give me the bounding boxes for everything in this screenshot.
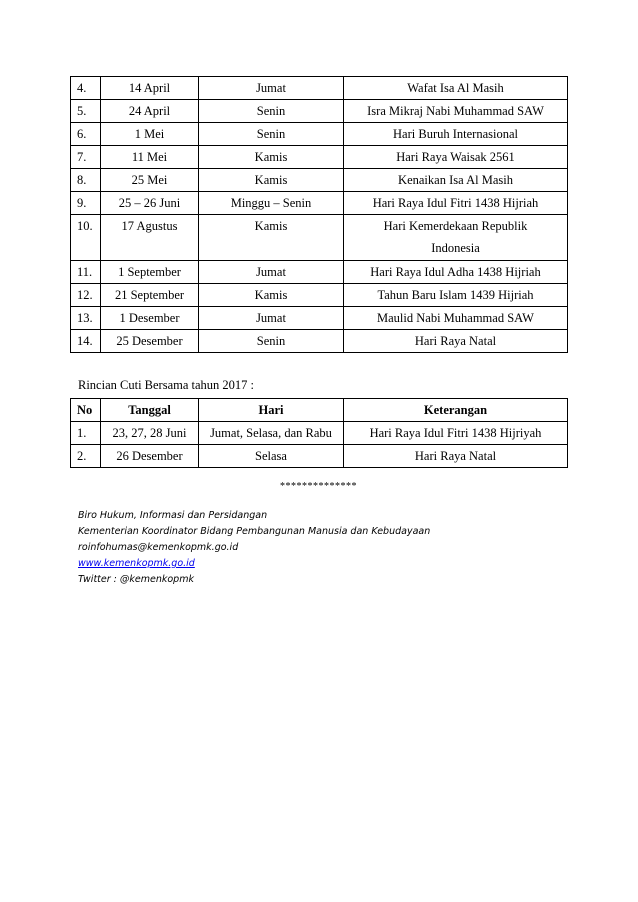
row-day: Kamis	[199, 215, 344, 261]
row-number: 13.	[71, 307, 101, 330]
row-date: 1 September	[101, 261, 199, 284]
row-date: 24 April	[101, 100, 199, 123]
row-day: Senin	[199, 123, 344, 146]
row-date: 26 Desember	[101, 445, 199, 468]
row-description: Hari Buruh Internasional	[344, 123, 568, 146]
row-date: 14 April	[101, 77, 199, 100]
row-date: 1 Desember	[101, 307, 199, 330]
row-description-line1: Hari Kemerdekaan Republik	[383, 219, 528, 233]
table-row	[71, 77, 568, 100]
table-row	[71, 123, 568, 146]
row-description: Hari Raya Natal	[344, 445, 568, 468]
row-day: Selasa	[199, 445, 344, 468]
row-day: Minggu – Senin	[199, 192, 344, 215]
table-row	[71, 261, 568, 284]
cuti-caption: Rincian Cuti Bersama tahun 2017 :	[78, 378, 255, 392]
row-date: 25 – 26 Juni	[101, 192, 199, 215]
row-description: Tahun Baru Islam 1439 Hijriah	[344, 284, 568, 307]
table-row	[71, 422, 568, 445]
row-description: Hari Raya Idul Adha 1438 Hijriah	[344, 261, 568, 284]
table-row	[71, 192, 568, 215]
row-day: Jumat, Selasa, dan Rabu	[199, 422, 344, 445]
table-row	[71, 445, 568, 468]
row-number: 11.	[71, 261, 101, 284]
footer-email: roinfohumas@kemenkopmk.go.id	[78, 542, 239, 553]
row-date: 11 Mei	[101, 146, 199, 169]
row-description	[344, 215, 568, 261]
row-day: Senin	[199, 330, 344, 353]
row-description: Hari Raya Idul Fitri 1438 Hijriyah	[344, 422, 568, 445]
footer-website-link[interactable]: www.kemenkopmk.go.id	[78, 558, 195, 569]
row-description-line2: Indonesia	[431, 241, 480, 255]
row-description: Wafat Isa Al Masih	[344, 77, 568, 100]
row-number: 6.	[71, 123, 101, 146]
header-keterangan: Keterangan	[344, 399, 568, 422]
row-description: Isra Mikraj Nabi Muhammad SAW	[344, 100, 568, 123]
row-description: Kenaikan Isa Al Masih	[344, 169, 568, 192]
row-date: 1 Mei	[101, 123, 199, 146]
row-date: 17 Agustus	[101, 215, 199, 261]
footer-twitter: Twitter : @kemenkopmk	[78, 574, 194, 585]
row-date: 23, 27, 28 Juni	[101, 422, 199, 445]
row-day: Jumat	[199, 307, 344, 330]
row-day: Kamis	[199, 169, 344, 192]
holiday-table	[70, 76, 568, 353]
row-description: Hari Raya Natal	[344, 330, 568, 353]
table-row	[71, 215, 568, 261]
table-row	[71, 100, 568, 123]
row-number: 7.	[71, 146, 101, 169]
header-no: No	[71, 399, 101, 422]
header-tanggal: Tanggal	[101, 399, 199, 422]
row-description: Hari Raya Idul Fitri 1438 Hijriah	[344, 192, 568, 215]
row-day: Senin	[199, 100, 344, 123]
row-day: Kamis	[199, 146, 344, 169]
row-number: 1.	[71, 422, 101, 445]
header-hari: Hari	[199, 399, 344, 422]
footer-bureau: Biro Hukum, Informasi dan Persidangan	[78, 510, 268, 521]
table-row	[71, 284, 568, 307]
footer-contact	[78, 508, 430, 588]
row-description: Hari Raya Waisak 2561	[344, 146, 568, 169]
row-number: 10.	[71, 215, 101, 261]
row-number: 12.	[71, 284, 101, 307]
separator-stars: **************	[280, 481, 357, 492]
row-day: Jumat	[199, 261, 344, 284]
row-number: 5.	[71, 100, 101, 123]
row-date: 25 Desember	[101, 330, 199, 353]
row-number: 4.	[71, 77, 101, 100]
row-date: 21 September	[101, 284, 199, 307]
table-row	[71, 307, 568, 330]
table-header-row	[71, 399, 568, 422]
row-number: 8.	[71, 169, 101, 192]
row-description: Maulid Nabi Muhammad SAW	[344, 307, 568, 330]
table-row	[71, 330, 568, 353]
table-row	[71, 169, 568, 192]
footer-ministry: Kementerian Koordinator Bidang Pembangunan Manusia dan Kebudayaan	[78, 526, 431, 537]
row-number: 14.	[71, 330, 101, 353]
row-day: Kamis	[199, 284, 344, 307]
cuti-table	[70, 398, 568, 468]
row-number: 9.	[71, 192, 101, 215]
row-number: 2.	[71, 445, 101, 468]
row-date: 25 Mei	[101, 169, 199, 192]
table-row	[71, 146, 568, 169]
row-day: Jumat	[199, 77, 344, 100]
